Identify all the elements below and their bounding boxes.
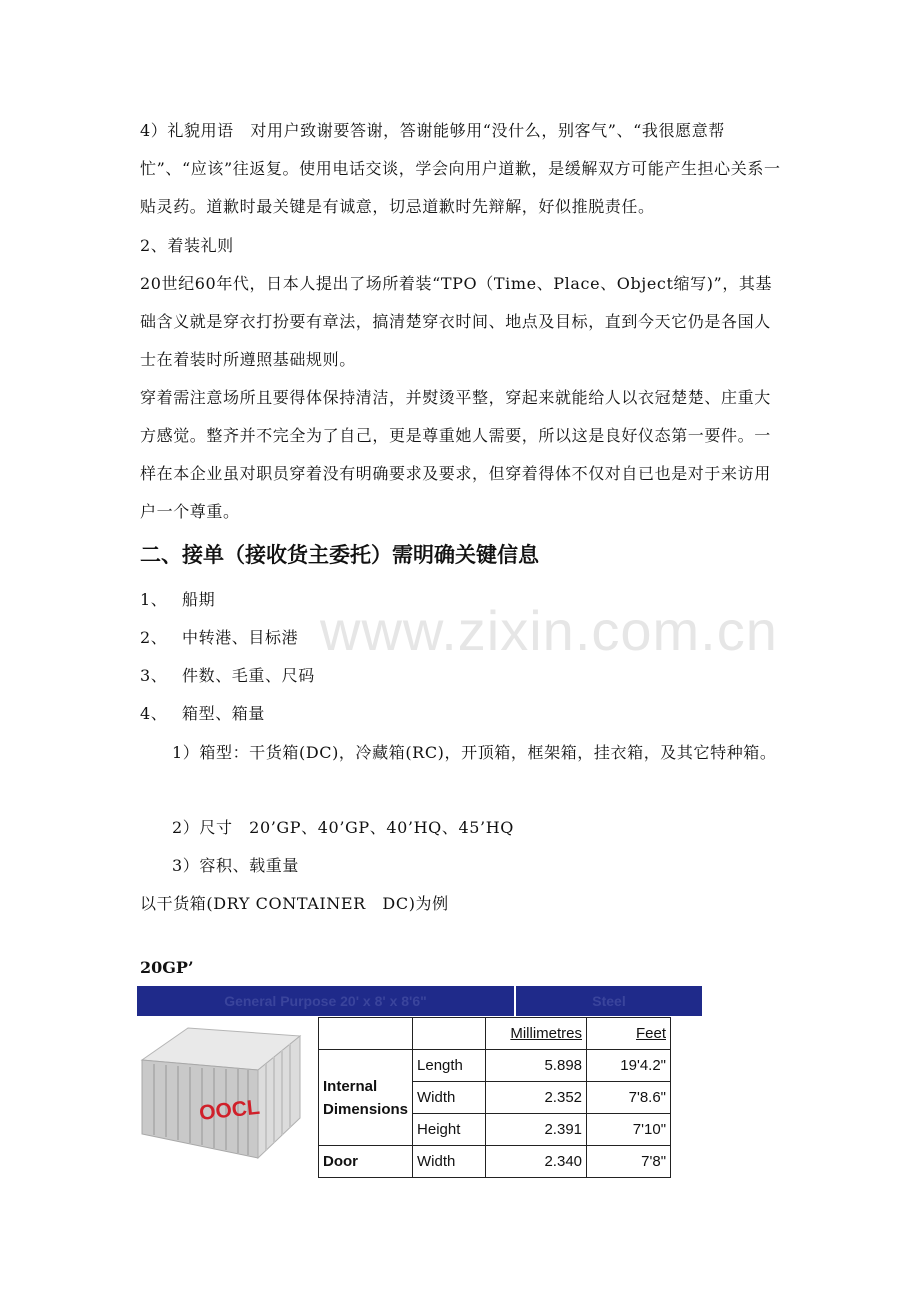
band-steel: Steel	[516, 986, 702, 1016]
col-header-ft-label: Feet	[636, 1025, 667, 1042]
list-num: 1、	[140, 590, 168, 609]
table-cell	[413, 1018, 486, 1050]
col-header-ft	[587, 1018, 671, 1050]
section-heading: 二、接单（接收货主委托）需明确关键信息	[140, 543, 539, 567]
example-line: 以干货箱(DRY CONTAINER DC)为例	[140, 894, 449, 913]
sub-item-volume: 3）容积、载重量	[172, 856, 299, 875]
list-text: 箱型、箱量	[182, 704, 266, 723]
mm-value: 5.898	[486, 1050, 587, 1082]
sub-item-type: 1）箱型：干货箱(DC)，冷藏箱(RC)，开顶箱，框架箱，挂衣箱，及其它特种箱。	[172, 743, 777, 762]
label-20gp: 20GP’	[140, 958, 194, 977]
group-door: Door	[319, 1146, 413, 1178]
table-cell	[319, 1018, 413, 1050]
list-num: 3、	[140, 666, 168, 685]
list-item	[140, 590, 215, 610]
logo-text: OOCL	[198, 1095, 261, 1125]
paragraph-tpo: 20世纪60年代，日本人提出了场所着装“TPO（Time、Place、Object缩写)”，其基础含义就是穿衣打扮要有章法，搞清楚穿衣时间、地点及目标，直到今天它仍是各国人士在着装时所遵照基础规则。	[140, 274, 773, 369]
list-text: 中转港、目标港	[182, 628, 299, 647]
list-item	[140, 666, 315, 686]
list-text: 件数、毛重、尺码	[182, 666, 315, 685]
band-general-purpose: General Purpose 20' x 8' x 8'6"	[137, 986, 514, 1016]
dim-label: Width	[413, 1146, 486, 1178]
col-header-mm-label: Millimetres	[510, 1025, 583, 1042]
ft-value: 7'8"	[587, 1146, 671, 1178]
watermark: www.zixin.com.cn	[320, 599, 778, 662]
dim-label: Length	[413, 1050, 486, 1082]
sub-item-size: 2）尺寸 20’GP、40’GP、40’HQ、45’HQ	[172, 818, 514, 837]
mm-value: 2.391	[486, 1114, 587, 1146]
list-num: 2、	[140, 628, 168, 647]
ft-value: 7'10"	[587, 1114, 671, 1146]
table-row	[319, 1050, 671, 1082]
list-num: 4、	[140, 704, 168, 723]
list-item	[140, 628, 298, 648]
ft-value: 7'8.6"	[587, 1082, 671, 1114]
container-image	[140, 1022, 305, 1166]
list-text: 船期	[182, 590, 216, 609]
dim-label: Height	[413, 1114, 486, 1146]
mm-value: 2.340	[486, 1146, 587, 1178]
group-internal-dimensions: Internal Dimensions	[319, 1050, 413, 1146]
paragraph-courtesy: 4）礼貌用语 对用户致谢要答谢，答谢能够用“没什么，别客气”、“我很愿意帮忙”、“应该”往返复。使用电话交谈，学会向用户道歉，是缓解双方可能产生担心关系一贴灵药。道歉时最关键是有诚意，切忌道歉时先辩解，好似推脱责任。	[140, 121, 781, 216]
table-header-row	[319, 1018, 671, 1050]
section-dress-title: 2、着装礼则	[140, 236, 234, 255]
paragraph-attire: 穿着需注意场所且要得体保持清洁，并熨烫平整，穿起来就能给人以衣冠楚楚、庄重大方感觉。整齐并不完全为了自己，更是尊重她人需要，所以这是良好仪态第一要件。一样在本企业虽对职员穿着没有明确要求及要求，但穿着得体不仅对自已也是对于来访用户一个尊重。	[140, 388, 771, 521]
list-item	[140, 704, 265, 724]
dimension-table	[318, 1017, 671, 1178]
ft-value: 19'4.2"	[587, 1050, 671, 1082]
mm-value: 2.352	[486, 1082, 587, 1114]
col-header-mm	[486, 1018, 587, 1050]
table-row	[319, 1146, 671, 1178]
dim-label: Width	[413, 1082, 486, 1114]
